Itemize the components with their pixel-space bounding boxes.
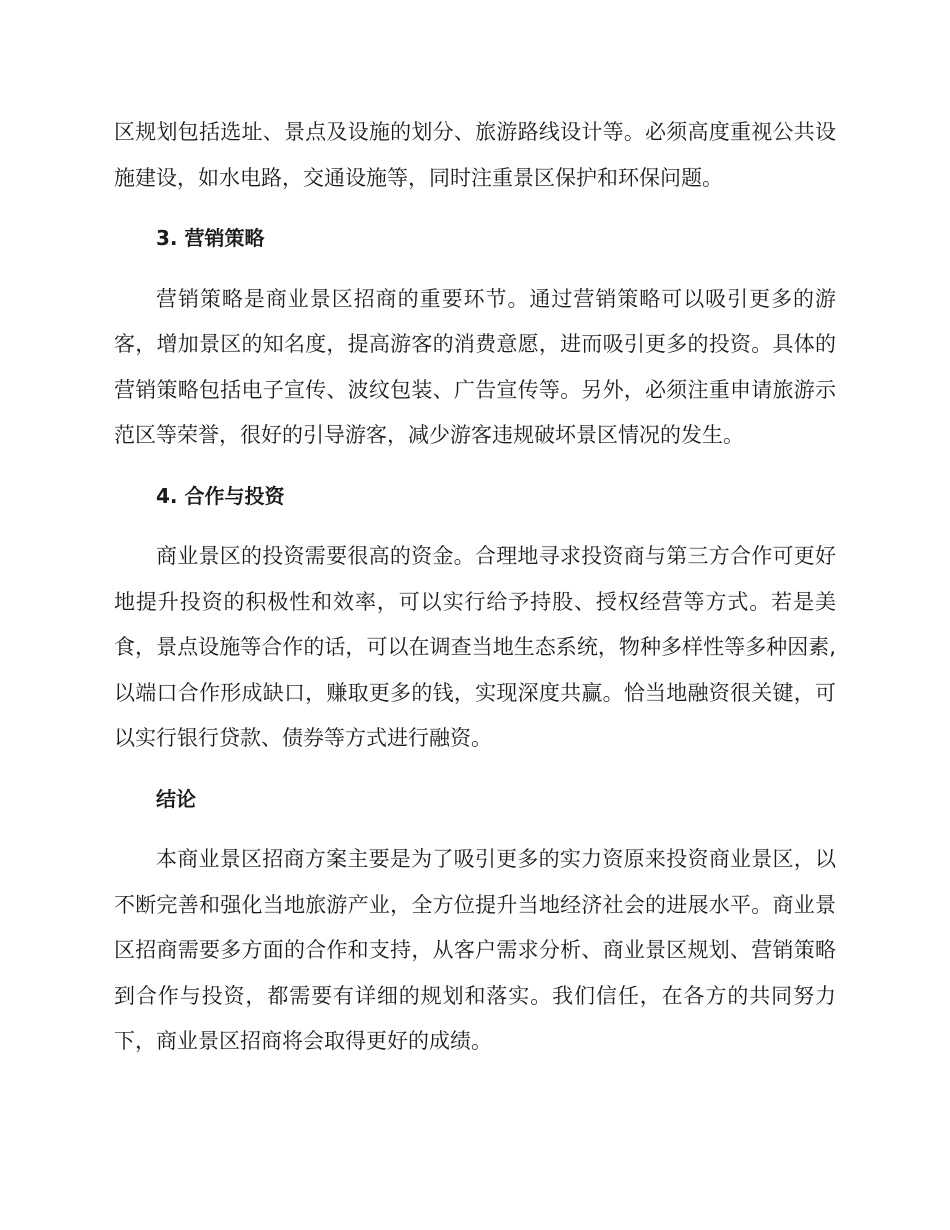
section-body-conclusion: 本商业景区招商方案主要是为了吸引更多的实力资原来投资商业景区，以不断完善和强化当地旅游产业，全方位提升当地经济社会的进展水平。商业景区招商需要多方面的合作和支持，从客户需求分析、商业景区规划、营销策略到合作与投资，都需要有详细的规划和落实。我们信任，在各方的共同努力下，商业景区招商将会取得更好的成绩。	[114, 847, 836, 1053]
section-heading-cooperation: 4. 合作与投资	[156, 483, 285, 508]
section-heading-marketing: 3. 营销策略	[156, 226, 265, 250]
section-body-marketing: 营销策略是商业景区招商的重要环节。通过营销策略可以吸引更多的游客，增加景区的知名度，提高游客的消费意愿，进而吸引更多的投资。具体的营销策略包括电子宣传、波纹包装、广告宣传等。另外，必须注重申请旅游示范区等荣誉，很好的引导游客，减少游客违规破坏景区情况的发生。	[114, 286, 836, 447]
document-page	[114, 110, 836, 1065]
intro-paragraph: 区规划包括选址、景点及设施的划分、旅游路线设计等。必须高度重视公共设施建设，如水电路，交通设施等，同时注重景区保护和环保问题。	[114, 120, 836, 190]
section-heading-conclusion: 结论	[156, 786, 196, 811]
section-body-cooperation: 商业景区的投资需要很高的资金。合理地寻求投资商与第三方合作可更好地提升投资的积极性和效率，可以实行给予持股、授权经营等方式。若是美食，景点设施等合作的话，可以在调查当地生态系统，物种多样性等多种因素,以端口合作形成缺口，赚取更多的钱，实现深度共赢。恰当地融资很关键，可以实行银行贷款、债券等方式进行融资。	[114, 544, 836, 750]
